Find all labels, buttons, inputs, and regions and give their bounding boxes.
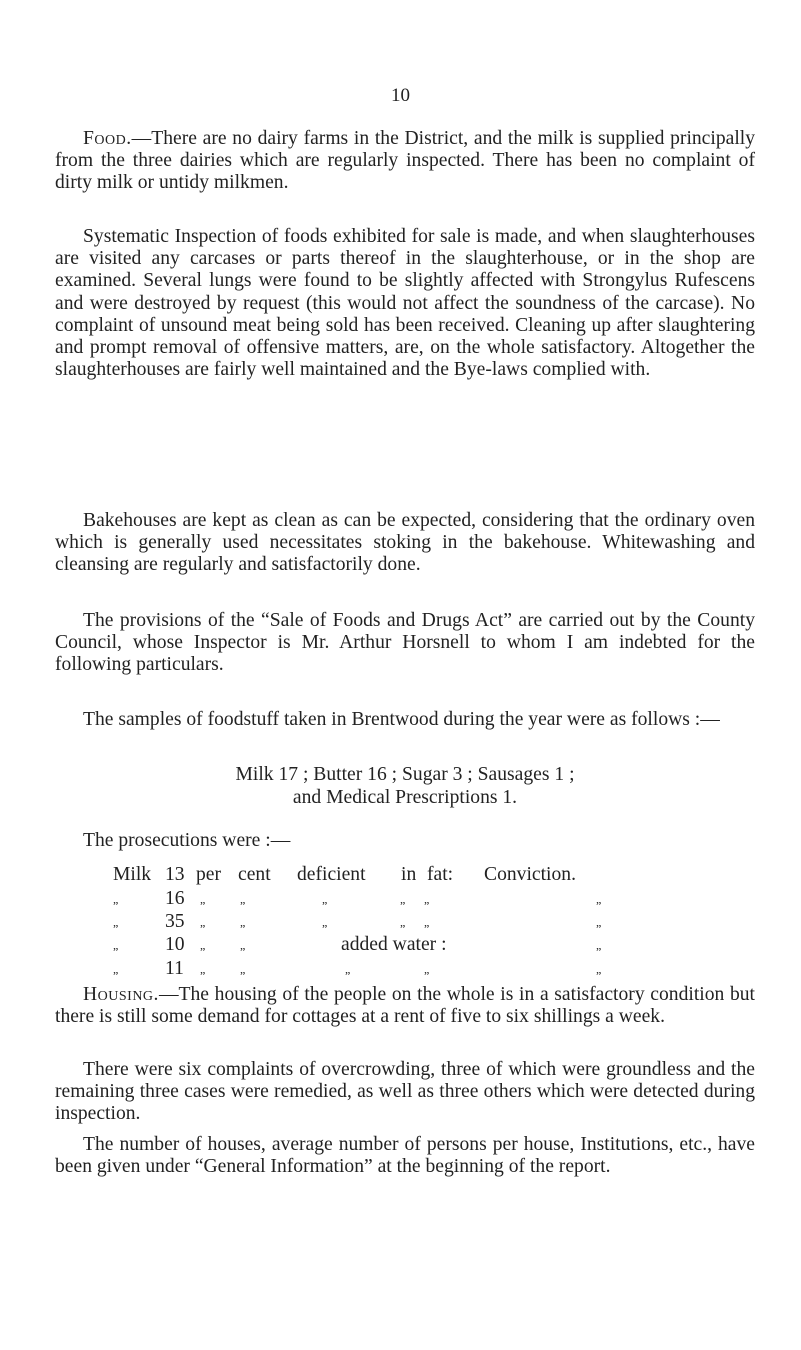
table-row: „ 35 „ „ „ „ „ „ xyxy=(113,911,603,932)
table-row: „ 16 „ „ „ „ „ „ xyxy=(113,888,603,909)
table-row: „ 11 „ „ „ „ „ xyxy=(113,958,603,979)
inspection-paragraph: Systematic Inspection of foods exhibited for sale is made, and when slaughterhouses are visited any carcases or parts thereof in the slaughterhouse, or in the shop are examined. Several lungs were found to be slightly affected with Strongylus Rufescens and were destroyed by request (this would not affect the soundness of the carcase). No complaint of unsound meat being sold has been received. Cleaning up after slaughtering and prompt removal of offensive matters, are, on the whole satisfactory. Altogether the slaughterhouses are fairly well maintained and the Bye-laws complied with. xyxy=(55,226,755,381)
housing-paragraph xyxy=(55,984,755,1028)
provisions-paragraph: The provisions of the “Sale of Foods and Drugs Act” are carried out by the County Council, whose Inspector is Mr. Arthur Horsnell to whom I am indebted for the following particulars. xyxy=(55,610,755,676)
table-row: „ 10 „ „ added water : „ xyxy=(113,934,603,955)
samples-line-2: and Medical Prescriptions 1. xyxy=(292,787,518,808)
houses-number-paragraph: The number of houses, average number of persons per house, Institutions, etc., have been given under “General Information” at the beginning of the report. xyxy=(55,1134,755,1178)
food-paragraph xyxy=(55,128,755,195)
prosecutions-intro: The prosecutions were :— xyxy=(83,830,291,851)
page-number: 10 xyxy=(391,85,410,106)
food-text: —There are no dairy farms in the District, and the milk is supplied principally from the three dairies which are regularly inspected. There has been no complaint of dirty milk or untidy milkmen. xyxy=(55,128,755,194)
food-heading: Food. xyxy=(83,128,132,149)
housing-text: —The housing of the people on the whole is in a satisfactory condition but there is still some demand for cottages at a rent of five to six shillings a week. xyxy=(55,984,755,1028)
samples-line-1: Milk 17 ; Butter 16 ; Sugar 3 ; Sausages 1 ; xyxy=(235,764,575,785)
table-row: Milk 13 per cent deficient in fat: Conviction. xyxy=(113,864,576,885)
housing-heading: Housing. xyxy=(83,984,159,1005)
bakehouses-paragraph: Bakehouses are kept as clean as can be expected, considering that the ordinary oven which is generally used necessitates stoking in the bakehouse. Whitewashing and cleansing are regularly and satisfactorily done. xyxy=(55,510,755,576)
overcrowding-paragraph: There were six complaints of overcrowding, three of which were groundless and the remaining three cases were remedied, as well as three others which were detected during inspection. xyxy=(55,1059,755,1125)
samples-paragraph: The samples of foodstuff taken in Brentwood during the year were as follows :— xyxy=(83,709,720,730)
